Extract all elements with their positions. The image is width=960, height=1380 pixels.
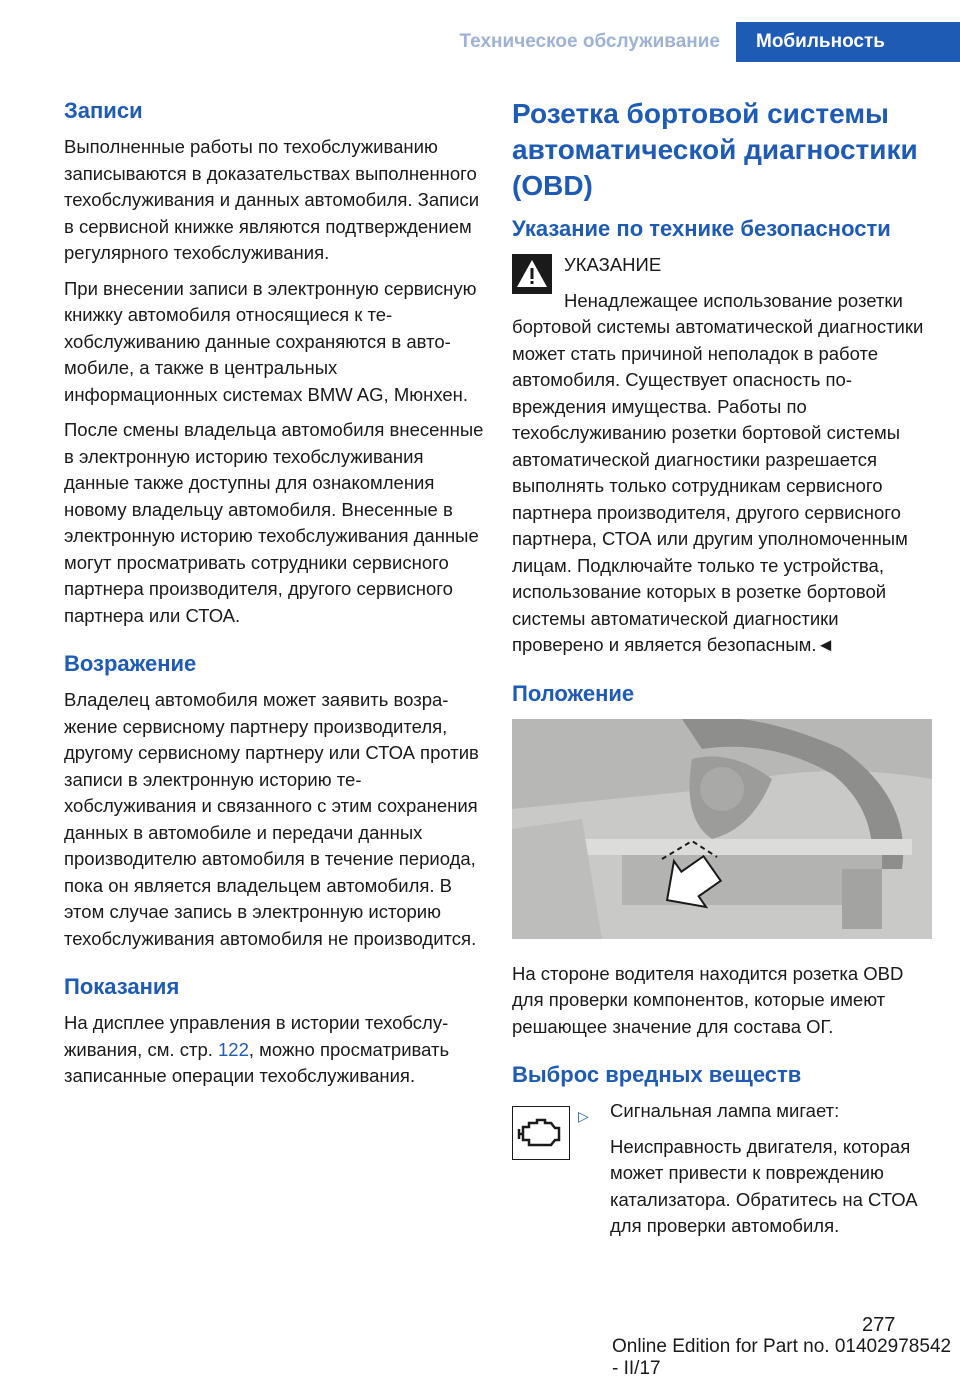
records-paragraph-1: Выполненные работы по техобслуживанию записываются в доказательствах выполненного техобслуживания и данных автомобиля. Записи в сервисной книжке являются подтверждением регулярного техобслуживания. [64,136,480,263]
display-text-after: , можно просматривать записанные операции техобслуживания. [64,1038,450,1086]
right-column [512,96,932,1238]
obd-heading: Розетка бортовой системы автоматической диагностики (OBD) [512,98,918,201]
display-paragraph [64,1010,484,1090]
emissions-heading: Выброс вредных веществ [512,1062,802,1087]
emissions-text-block [578,1098,932,1249]
page-reference-link[interactable]: 122 [218,1038,249,1060]
records-paragraph-3: После смены владельца автомобиля внесенные в электронную историю техобслуживания данные также доступны для ознакомления новому владельцу автомобиля. Внесенные в электронную историю техобслуживания данные могут просматривать сотрудники сервисного партнера производителя, другого сервисного партнера или СТОА. [64,419,484,626]
display-text-before: На дисплее управления в истории техобслуживания, см. стр. [64,1012,449,1060]
edition-note: Online Edition for Part no. 01402978542 - II/17 [612,1336,952,1379]
page-header [0,0,960,62]
tab-maintenance[interactable]: Техническое обслуживание [420,22,736,62]
safety-heading: Указание по технике безопасности [512,216,891,241]
position-text: На стороне водителя находится розетка OBD для проверки компонентов, которые имеют решающее значение для состава ОГ. [512,962,904,1037]
warning-block [512,252,932,659]
warning-text: Ненадлежащее использование розетки бортовой системы автоматической диагностики может стать причиной неполадок в работе автомобиля. Существует опасность повреждения имущества. Работы по техобслуживанию розетки бортовой системы автоматической диагностики разрешается выполнять только сотрудникам сервисного партнера производителя, другого сервисного партнера, СТОА или другим уполномоченным лицам. Подключайте только те устройства, использование которых в розетке бортовой системы автоматической диагностики проверено и является безопасным.◄ [512,289,924,655]
objection-heading: Возражение [64,651,197,676]
display-heading: Показания [64,974,180,999]
warning-triangle-icon [512,254,552,294]
obd-location-photo [512,719,932,939]
emissions-item [512,1098,932,1238]
records-paragraph-2: При внесении записи в электронную сервисную книжку автомобиля относящиеся к техобслуживанию данные сохраняются в автомобиле, а также в центральных информационных системах BMW AG, Мюнхен. [64,277,477,405]
bullet-triangle-icon: ▷ [578,1108,589,1124]
warning-label: УКАЗАНИЕ [564,254,662,275]
emissions-bullet: Сигнальная лампа мигает: [610,1100,840,1121]
records-heading: Записи [64,98,143,123]
objection-paragraph: Владелец автомобиля может заявить возражение сервисному партнеру производителя, другому сервисному партнеру или СТОА против записи в электронную историю техобслуживания и связанного с этим сохранения данных в автомобиле и передачи данных производителю автомобиля в течение периода, пока он является владельцем автомобиля. В этом случае запись в электронную историю техобслуживания автомобиля не производится. [64,689,479,949]
position-heading: Положение [512,680,635,706]
engine-check-icon [512,1106,570,1160]
tab-mobility[interactable]: Мобильность [736,22,960,62]
left-column [64,96,484,1099]
emissions-text: Неисправность двигателя, которая может привести к повреждению катализатора. Обратитесь на СТОА для проверки автомобиля. [610,1135,918,1236]
page-number: 277 [862,1314,896,1336]
